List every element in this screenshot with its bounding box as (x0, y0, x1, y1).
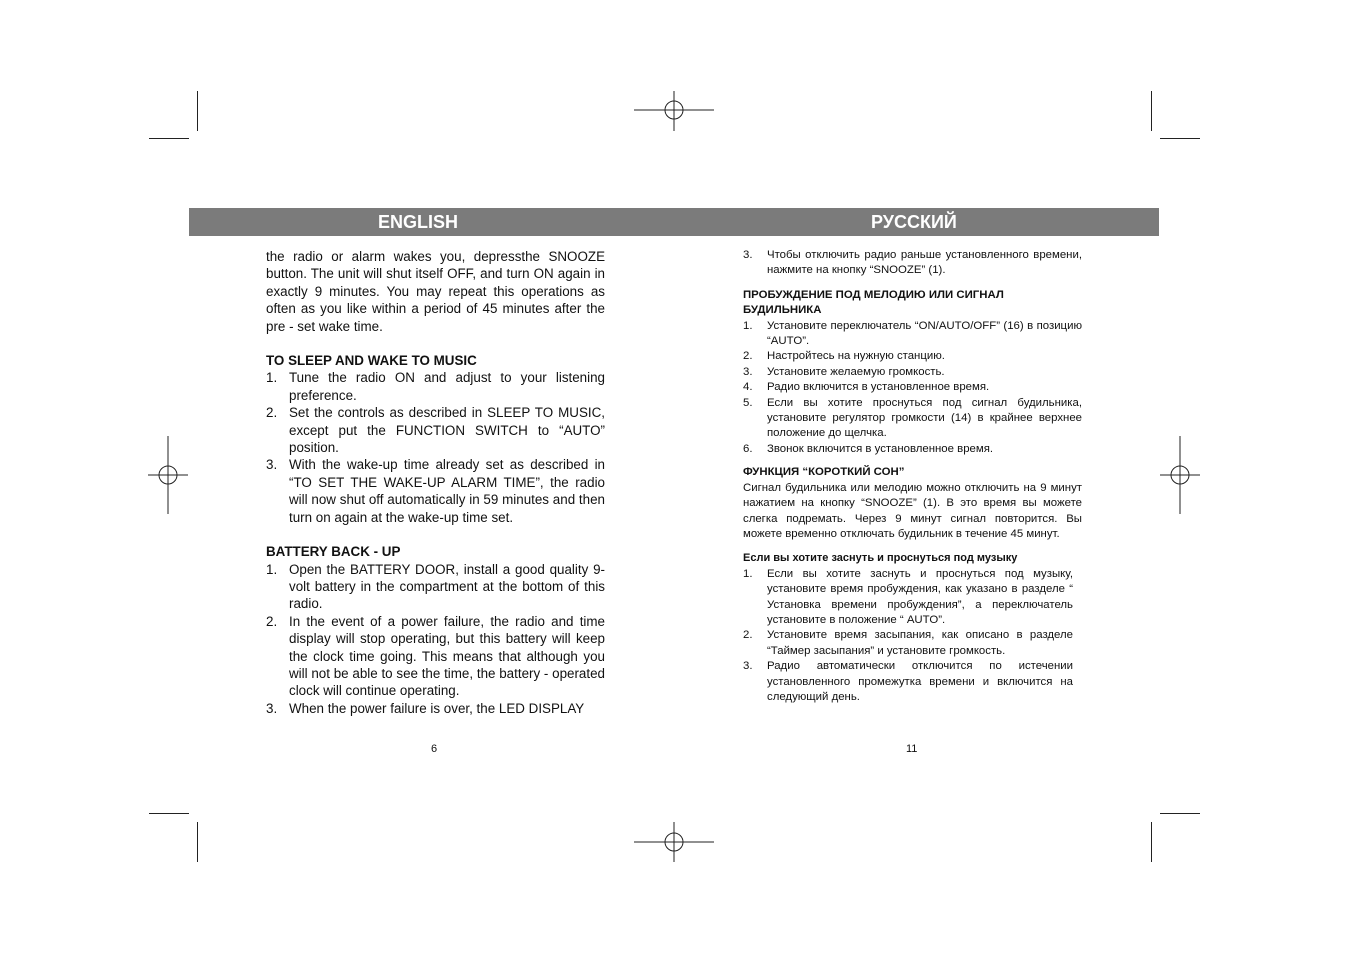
registration-mark-right (1160, 436, 1204, 516)
sleep-wake-list (266, 369, 605, 526)
list-item: 2. In the event of a power failure, the radio and time display will stop operating, but this battery will keep the clock time going. This means that although you will not be able to see the time, the battery - operated clock will continue operating. (266, 613, 605, 699)
page-number-left: 6 (431, 743, 438, 755)
list-item: 1. Open the BATTERY DOOR, install a good quality 9-volt battery in the compartment at the bottom of this radio. (266, 561, 605, 612)
list-item: 3. With the wake-up time already set as described in “TO SET THE WAKE-UP ALARM TIME”, the radio will now shut off automatically in 59 minutes and then turn on again at the wake-up time set. (266, 457, 605, 525)
intro-paragraph: the radio or alarm wakes you, depressthe SNOOZE button. The unit will shut itself OFF, and turn ON again in exactly 9 minutes. You may repeat this operations as often as you like within a period of 45 minutes after the pre - set wake time. (266, 249, 605, 334)
registration-mark-left (148, 436, 192, 516)
list-item: 2. Настройтесь на нужную станцию. (743, 350, 945, 363)
page-number-right: 11 (906, 743, 918, 755)
snooze-function-heading: ФУНКЦИЯ “КОРОТКИЙ СОН” (743, 466, 905, 479)
sleep-music-list (743, 567, 1073, 706)
registration-mark-bottom (634, 805, 714, 885)
russian-header: РУССКИЙ (871, 212, 957, 232)
wake-melody-heading: ПРОБУЖДЕНИЕ ПОД МЕЛОДИЮ ИЛИ СИГНАЛ БУДИЛЬНИКА (743, 288, 1004, 317)
english-header: ENGLISH (378, 212, 459, 232)
crop-mark (1160, 813, 1200, 814)
list-item: 3. Чтобы отключить радио раньше установленного времени, нажмите на кнопку “SNOOZE” (1). (743, 249, 1082, 277)
list-item: 5. Если вы хотите проснуться под сигнал будильника, установите регулятор громкости (14) в крайнее верхнее положение до щелчка. (743, 396, 1082, 440)
list-item: 3. When the power failure is over, the LED DISPLAY (266, 700, 585, 716)
crop-mark (197, 91, 198, 131)
list-item: 1. Установите переключатель “ON/AUTO/OFF” (16) в позицию “AUTO”. (743, 319, 1082, 348)
crop-mark (1151, 822, 1152, 862)
registration-mark-top (634, 73, 714, 153)
english-column (266, 248, 605, 717)
battery-backup-list (266, 561, 605, 718)
list-item: 2. Set the controls as described in SLEEP TO MUSIC, except put the FUNCTION SWITCH to “AUTO” position. (266, 405, 605, 456)
crop-mark (149, 813, 189, 814)
snooze-paragraph: Сигнал будильника или мелодию можно отключить на 9 минут нажатием на кнопку “SNOOZE” (1). В это время вы можете слегка подремать. Через 9 минут сигнал повторится. Вы можете временно отключать будильник в течение 45 минут. (743, 481, 1082, 540)
list-item: 1. Если вы хотите заснуть и проснуться под музыку, установите время пробуждения, как указано в разделе “ Установка времени пробуждения”, а переключатель установите в положение “ AUTO”. (743, 567, 1073, 626)
russian-column (743, 248, 1082, 705)
wake-melody-list (743, 319, 1082, 458)
battery-backup-heading: BATTERY BACK - UP (266, 544, 401, 560)
sleep-wake-heading: TO SLEEP AND WAKE TO MUSIC (266, 353, 477, 369)
language-header-bar (189, 208, 1159, 236)
list-item: 3. Установите желаемую громкость. (743, 365, 945, 378)
list-item: 3. Радио автоматически отключится по истечении установленного промежутка времени и включится на следующий день. (743, 660, 1073, 703)
sleep-music-heading: Если вы хотите заснуть и проснуться под музыку (743, 552, 1018, 565)
crop-mark (1151, 91, 1152, 131)
list-item: 4. Радио включится в установленное время. (743, 381, 990, 394)
list-item: 2. Установите время засыпания, как описано в разделе “Таймер засыпания” и установите громкость. (743, 629, 1073, 657)
list-item: 6. Звонок включится в установленное время. (743, 442, 994, 455)
crop-mark (197, 822, 198, 862)
list-item: 1. Tune the radio ON and adjust to your listening preference. (266, 370, 605, 403)
crop-mark (149, 138, 189, 139)
snooze-off-list (743, 248, 1082, 279)
crop-mark (1160, 138, 1200, 139)
